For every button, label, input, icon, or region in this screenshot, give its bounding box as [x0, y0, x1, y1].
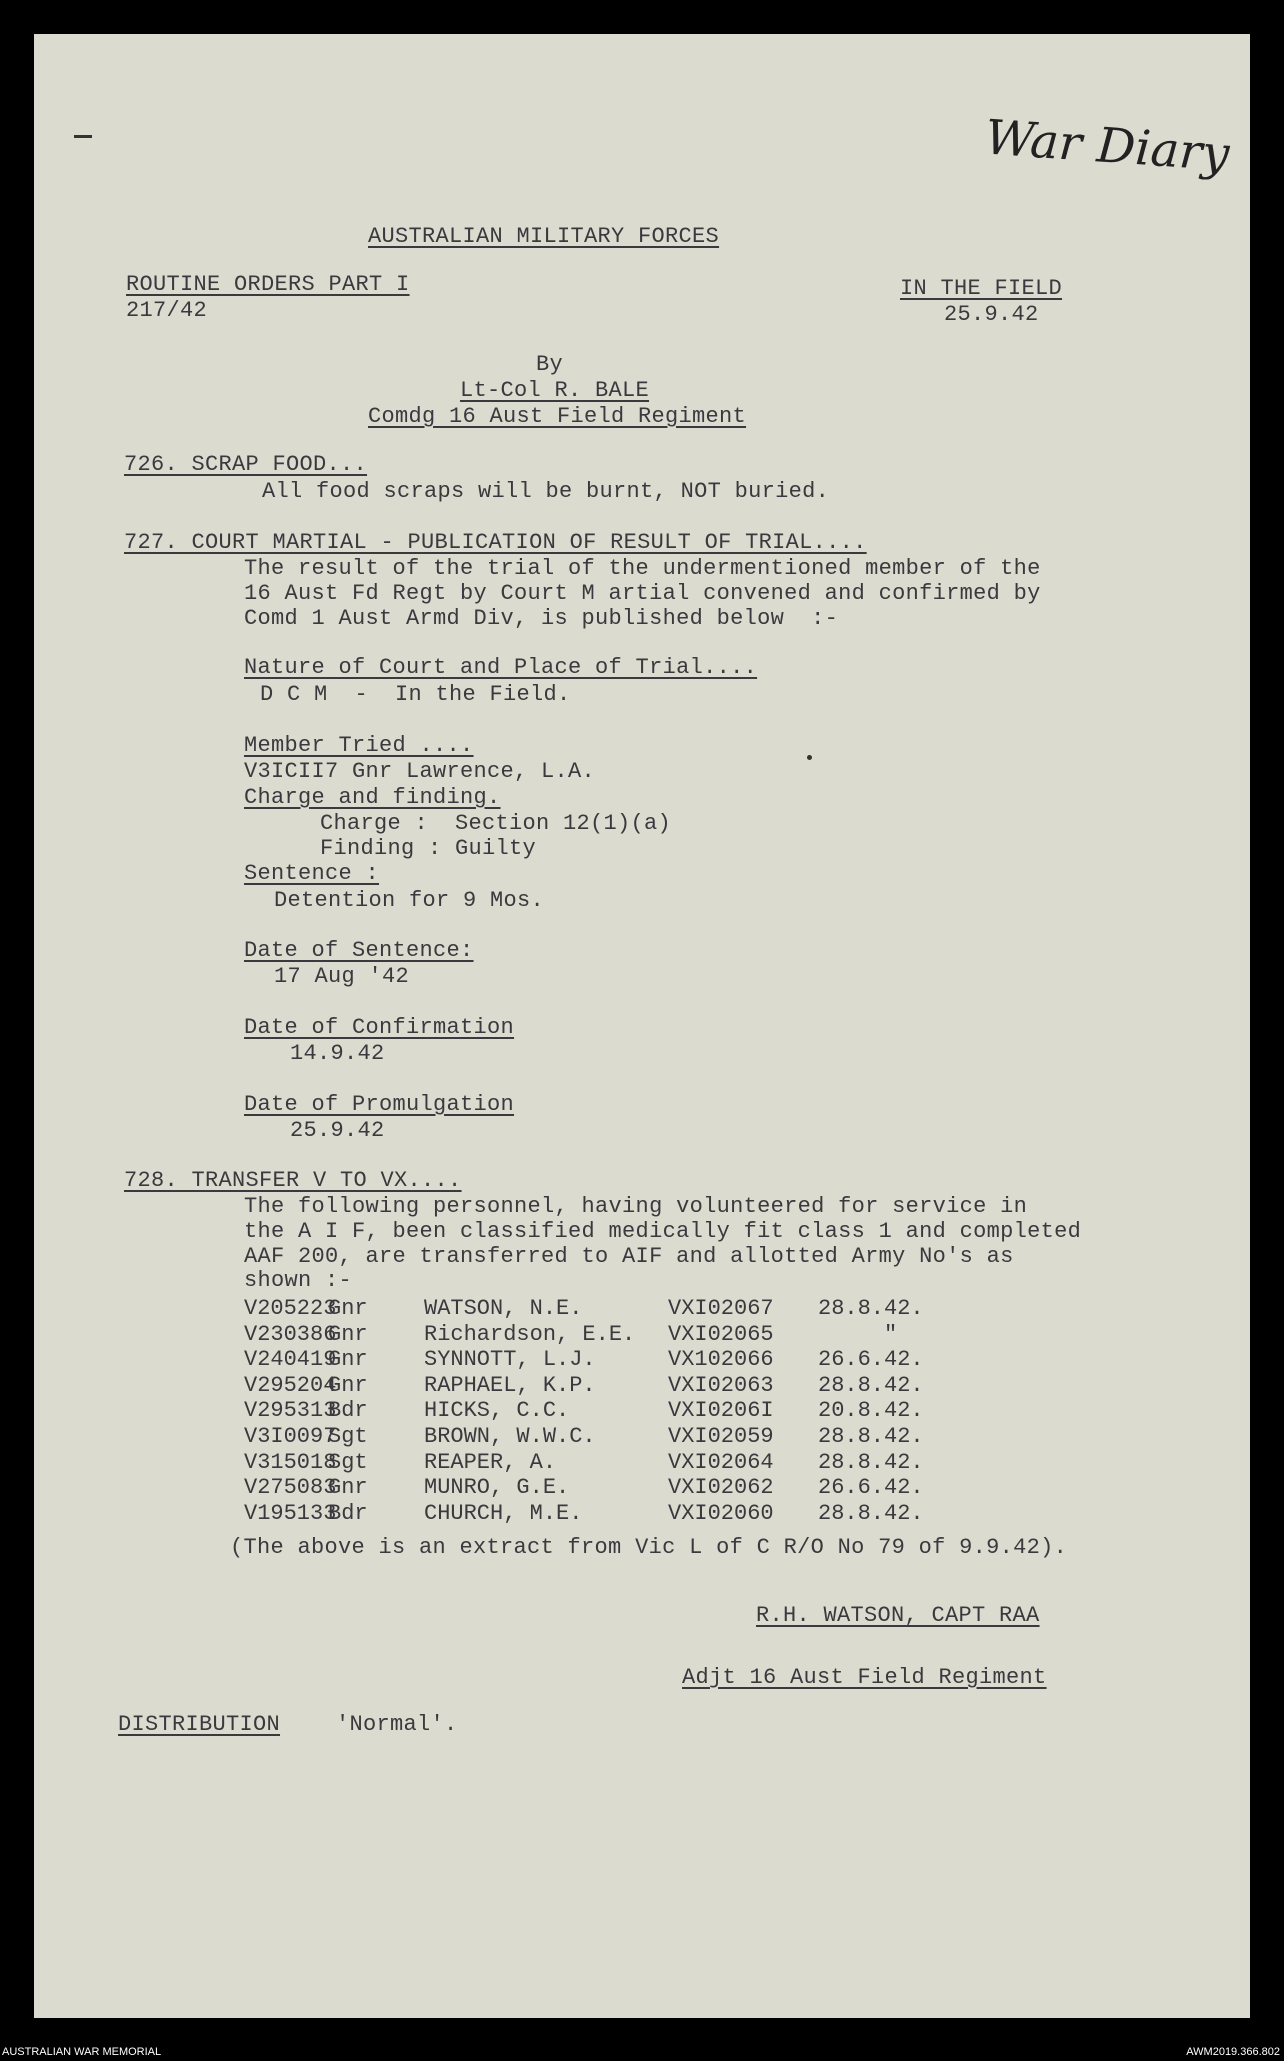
member-name: Richardson, E.E. — [424, 1321, 636, 1347]
old-army-number: V295204 — [244, 1372, 337, 1398]
distribution-value: 'Normal'. — [336, 1712, 458, 1737]
rank: Bdr — [328, 1398, 368, 1424]
new-army-number: VXI02065 — [668, 1321, 774, 1347]
rank: Gnr — [328, 1347, 368, 1373]
officer-name: Lt-Col R. BALE — [460, 378, 650, 403]
transfer-date: 20.8.42. — [818, 1398, 924, 1424]
new-army-number: VXI02059 — [668, 1424, 774, 1449]
member-name: BROWN, W.W.C. — [424, 1424, 596, 1449]
item-728-heading: 728. TRANSFER V TO VX.... — [124, 1168, 462, 1193]
item-727-line: 16 Aust Fd Regt by Court M artial convened and confirmed by — [244, 581, 1041, 606]
footer-left: AUSTRALIAN WAR MEMORIAL — [2, 2046, 162, 2058]
sentence-label: Sentence : — [244, 861, 380, 886]
extract-note: (The above is an extract from Vic L of C R/O No 79 of 9.9.42). — [230, 1535, 1068, 1560]
new-army-number: VXI0206I — [668, 1398, 774, 1424]
item-728-line: shown :- — [244, 1268, 353, 1293]
margin-mark — [74, 135, 92, 138]
new-army-number: VX102066 — [668, 1347, 774, 1373]
orders-number: 217/42 — [126, 298, 208, 323]
date-sentence-label: Date of Sentence: — [244, 938, 474, 963]
old-army-number: V275083 — [244, 1475, 337, 1501]
by-line: By — [536, 352, 564, 377]
transfer-date: 26.6.42. — [818, 1347, 924, 1373]
ink-dot — [807, 755, 812, 760]
distribution-label: DISTRIBUTION — [118, 1712, 281, 1737]
location: IN THE FIELD — [900, 276, 1063, 301]
item-728-line: AAF 200, are transferred to AIF and allotted Army No's as — [244, 1244, 1014, 1269]
old-army-number: V3I0097 — [244, 1424, 337, 1449]
date-promulgation-label: Date of Promulgation — [244, 1092, 515, 1117]
transfer-date: 28.8.42. — [818, 1424, 924, 1449]
rank: Gnr — [328, 1321, 368, 1347]
charge-label: Charge and finding. — [244, 785, 501, 810]
signature-name: R.H. WATSON, CAPT RAA — [756, 1603, 1040, 1628]
member-label: Member Tried .... — [244, 733, 474, 758]
old-army-number: V315018 — [244, 1449, 337, 1475]
date-confirmation-value: 14.9.42 — [290, 1041, 385, 1066]
transfer-date: 28.8.42. — [818, 1500, 924, 1526]
item-727-heading: 727. COURT MARTIAL - PUBLICATION OF RESULT OF TRIAL.... — [124, 530, 867, 555]
old-army-number: V230386 — [244, 1321, 337, 1347]
nature-value: D C M - In the Field. — [260, 682, 571, 707]
member-name: RAPHAEL, K.P. — [424, 1372, 596, 1398]
date-confirmation-label: Date of Confirmation — [244, 1015, 515, 1040]
item-727-line: Comd 1 Aust Armd Div, is published below :- — [244, 606, 839, 631]
rank: Gnr — [328, 1296, 368, 1321]
date-promulgation-value: 25.9.42 — [290, 1118, 385, 1143]
new-army-number: VXI02067 — [668, 1296, 774, 1321]
item-726-heading: 726. SCRAP FOOD... — [124, 452, 368, 477]
member-name: REAPER, A. — [424, 1449, 557, 1475]
transfer-date: 28.8.42. — [818, 1449, 924, 1475]
document-title: AUSTRALIAN MILITARY FORCES — [368, 224, 720, 249]
new-army-number: VXI02064 — [668, 1449, 774, 1475]
item-726-text: All food scraps will be burnt, NOT buried. — [262, 479, 830, 504]
rank: Sgt — [328, 1449, 368, 1475]
old-army-number: V195133 — [244, 1500, 337, 1526]
item-728-line: The following personnel, having volunteered for service in — [244, 1194, 1028, 1219]
new-army-number: VXI02062 — [668, 1475, 774, 1501]
rank: Bdr — [328, 1500, 368, 1526]
order-date: 25.9.42 — [944, 302, 1039, 327]
footer-right: AWM2019.366.802 — [1186, 2046, 1280, 2058]
transfer-date: " — [884, 1321, 898, 1347]
member-name: HICKS, C.C. — [424, 1398, 570, 1424]
old-army-number: V205223 — [244, 1296, 337, 1321]
finding-value: Finding : Guilty — [320, 836, 537, 861]
item-728-line: the A I F, been classified medically fit class 1 and completed — [244, 1219, 1082, 1244]
transfer-date: 26.6.42. — [818, 1475, 924, 1501]
charge-value: Charge : Section 12(1)(a) — [320, 811, 672, 836]
rank: Sgt — [328, 1424, 368, 1449]
member-name: SYNNOTT, L.J. — [424, 1347, 596, 1373]
member-name: CHURCH, M.E. — [424, 1500, 583, 1526]
rank: Gnr — [328, 1475, 368, 1501]
transfer-date: 28.8.42. — [818, 1296, 924, 1321]
member-name: WATSON, N.E. — [424, 1296, 583, 1321]
date-sentence-value: 17 Aug '42 — [274, 964, 410, 989]
sentence-value: Detention for 9 Mos. — [274, 888, 545, 913]
old-army-number: V240419 — [244, 1347, 337, 1373]
old-army-number: V295313 — [244, 1398, 337, 1424]
item-727-line: The result of the trial of the undermentioned member of the — [244, 556, 1041, 581]
new-army-number: VXI02063 — [668, 1372, 774, 1398]
member-value: V3ICII7 Gnr Lawrence, L.A. — [244, 759, 596, 784]
new-army-number: VXI02060 — [668, 1500, 774, 1526]
nature-label: Nature of Court and Place of Trial.... — [244, 655, 758, 680]
rank: Gnr — [328, 1372, 368, 1398]
signature-title: Adjt 16 Aust Field Regiment — [682, 1665, 1047, 1690]
command-line: Comdg 16 Aust Field Regiment — [368, 404, 747, 429]
transfer-date: 28.8.42. — [818, 1372, 924, 1398]
war-diary-annotation: War Diary — [983, 109, 1232, 183]
orders-label: ROUTINE ORDERS PART I — [126, 272, 410, 297]
member-name: MUNRO, G.E. — [424, 1475, 570, 1501]
